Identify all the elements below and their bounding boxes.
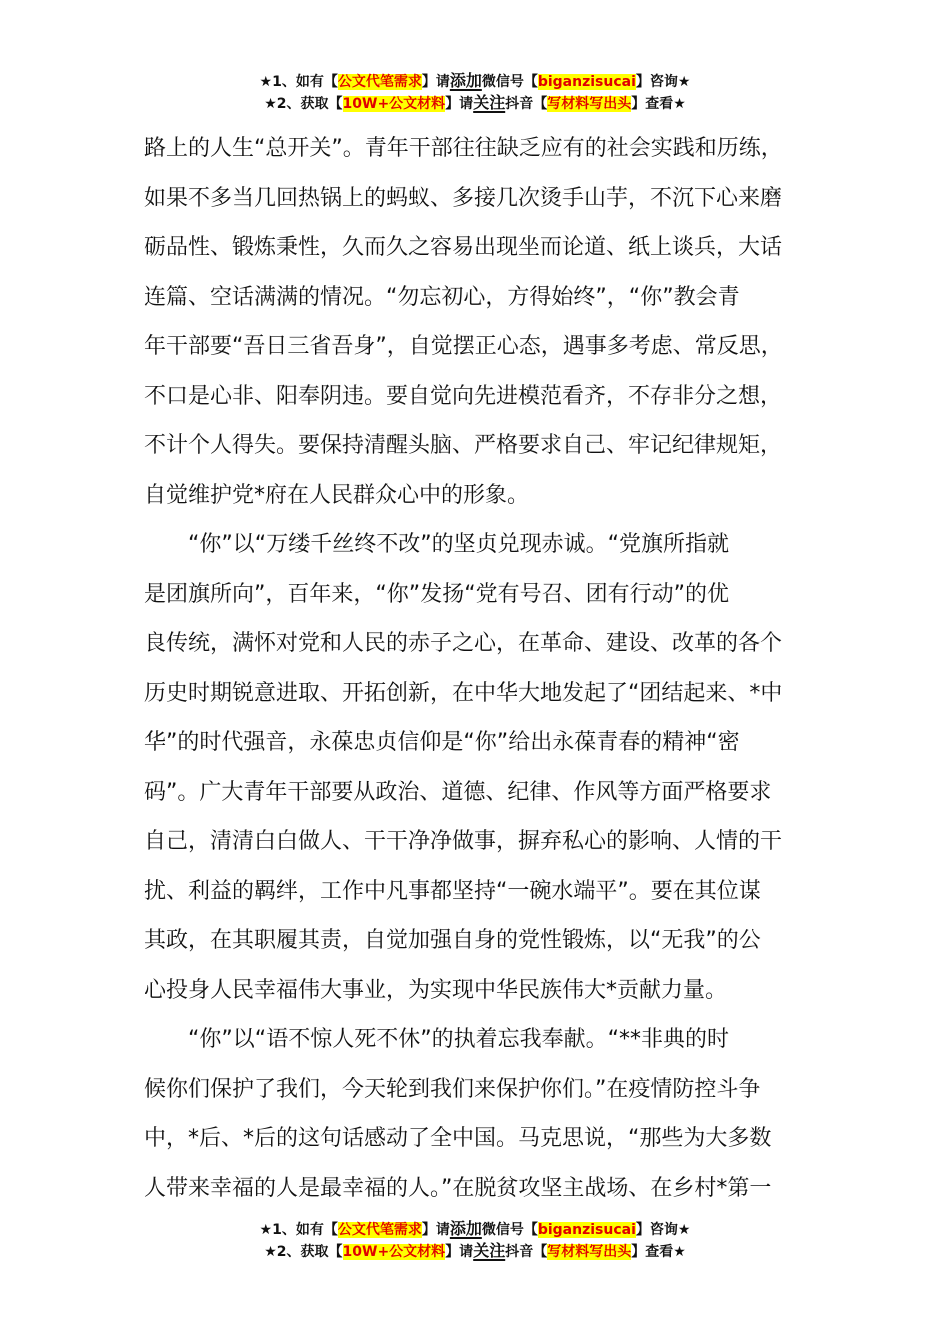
banner-text: 】查看★ bbox=[631, 96, 686, 112]
highlight-wechat-id: biganzisucai bbox=[537, 74, 636, 90]
underlined-text: 添加 bbox=[449, 71, 482, 90]
text-line: 自己，清清白白做人、干干净净做事，摒弃私心的影响、人情的干 bbox=[144, 829, 783, 854]
highlight-service: 公文代笔需求 bbox=[337, 74, 422, 90]
text-line: 扰、利益的羁绊，工作中凡事都坚持“一碗水端平”。要在其位谋 bbox=[144, 878, 761, 904]
paragraph-start-line: “你”以“万缕千丝终不改”的坚贞兑现赤诚。“党旗所指就 bbox=[188, 532, 729, 557]
banner-text: 】咨询★ bbox=[635, 1222, 691, 1238]
banner-text: 抖音【 bbox=[505, 96, 548, 112]
banner-text: 】咨询★ bbox=[635, 74, 691, 90]
text-line: 不口是心非、阳奉阴违。要自觉向先进模范看齐，不存非分之想， bbox=[144, 383, 783, 409]
text-line: 心投身人民幸福伟大事业，为实现中华民族伟大*贡献力量。 bbox=[144, 977, 728, 1003]
text-line: 连篇、空话满满的情况。“勿忘初心，方得始终”，“你”教会青 bbox=[144, 284, 740, 310]
banner-text: 】请 bbox=[445, 96, 474, 112]
banner-line-2 bbox=[0, 1240, 950, 1262]
text-line: 候你们保护了我们，今天轮到我们来保护你们。”在疫情防控斗争 bbox=[144, 1076, 761, 1102]
banner-line-1 bbox=[0, 1218, 950, 1240]
banner-text: 】查看★ bbox=[631, 1244, 686, 1260]
header-banner bbox=[0, 70, 950, 114]
underlined-text: 关注 bbox=[473, 1241, 506, 1260]
banner-text: 微信号【 bbox=[481, 74, 538, 90]
banner-text: 】请 bbox=[421, 74, 450, 90]
text-line: 码”。广大青年干部要从政治、道德、纪律、作风等方面严格要求 bbox=[144, 779, 772, 805]
banner-text: 】请 bbox=[445, 1244, 474, 1260]
text-line: 如果不多当几回热锅上的蚂蚁、多接几次烫手山芋，不沉下心来磨 bbox=[144, 185, 783, 211]
text-line: 年干部要“吾日三省吾身”，自觉摆正心态，遇事多考虑、常反思， bbox=[144, 334, 783, 359]
text-line: 路上的人生“总开关”。青年干部往往缺乏应有的社会实践和历练， bbox=[144, 136, 783, 161]
banner-text: ★2、获取【 bbox=[264, 96, 343, 112]
banner-text: ★1、如有【 bbox=[259, 74, 338, 90]
footer-banner bbox=[0, 1218, 950, 1262]
banner-line-2 bbox=[0, 92, 950, 114]
text-line: 其政，在其职履其责，自觉加强自身的党性锻炼，以“无我”的公 bbox=[144, 928, 761, 953]
highlight-materials: 10W+公文材料 bbox=[342, 1244, 446, 1260]
highlight-wechat-id: biganzisucai bbox=[537, 1222, 636, 1238]
banner-text: ★2、获取【 bbox=[264, 1244, 343, 1260]
text-line: 自觉维护党*府在人民群众心中的形象。 bbox=[144, 482, 530, 508]
text-line: 是团旗所向”，百年来，“你”发扬“党有号召、团有行动”的优 bbox=[144, 581, 729, 607]
highlight-service: 公文代笔需求 bbox=[337, 1222, 422, 1238]
banner-text: 抖音【 bbox=[505, 1244, 548, 1260]
document-body bbox=[144, 124, 812, 1213]
banner-text: 】请 bbox=[421, 1222, 450, 1238]
text-line: 良传统，满怀对党和人民的赤子之心，在革命、建设、改革的各个 bbox=[144, 631, 783, 656]
text-line: 砺品性、锻炼秉性，久而久之容易出现坐而论道、纸上谈兵，大话 bbox=[144, 235, 783, 260]
underlined-text: 关注 bbox=[473, 93, 506, 112]
banner-text: 微信号【 bbox=[481, 1222, 538, 1238]
paragraph-start-line: “你”以“语不惊人死不休”的执着忘我奉献。“**非典的时 bbox=[188, 1027, 729, 1052]
highlight-douyin-id: 写材料写出头 bbox=[547, 96, 632, 112]
banner-line-1 bbox=[0, 70, 950, 92]
underlined-text: 添加 bbox=[449, 1219, 482, 1238]
highlight-douyin-id: 写材料写出头 bbox=[547, 1244, 632, 1260]
text-line: 中，*后、*后的这句话感动了全中国。马克思说，“那些为大多数 bbox=[144, 1126, 772, 1151]
highlight-materials: 10W+公文材料 bbox=[342, 96, 446, 112]
text-line: 历史时期锐意进取、开拓创新，在中华大地发起了“团结起来、*中 bbox=[144, 680, 783, 706]
text-line: 华”的时代强音，永葆忠贞信仰是“你”给出永葆青春的精神“密 bbox=[144, 730, 740, 755]
text-line: 人带来幸福的人是最幸福的人。”在脱贫攻坚主战场、在乡村*第一 bbox=[144, 1175, 772, 1201]
banner-text: ★1、如有【 bbox=[259, 1222, 338, 1238]
text-line: 不计个人得失。要保持清醒头脑、严格要求自己、牢记纪律规矩， bbox=[144, 433, 783, 458]
